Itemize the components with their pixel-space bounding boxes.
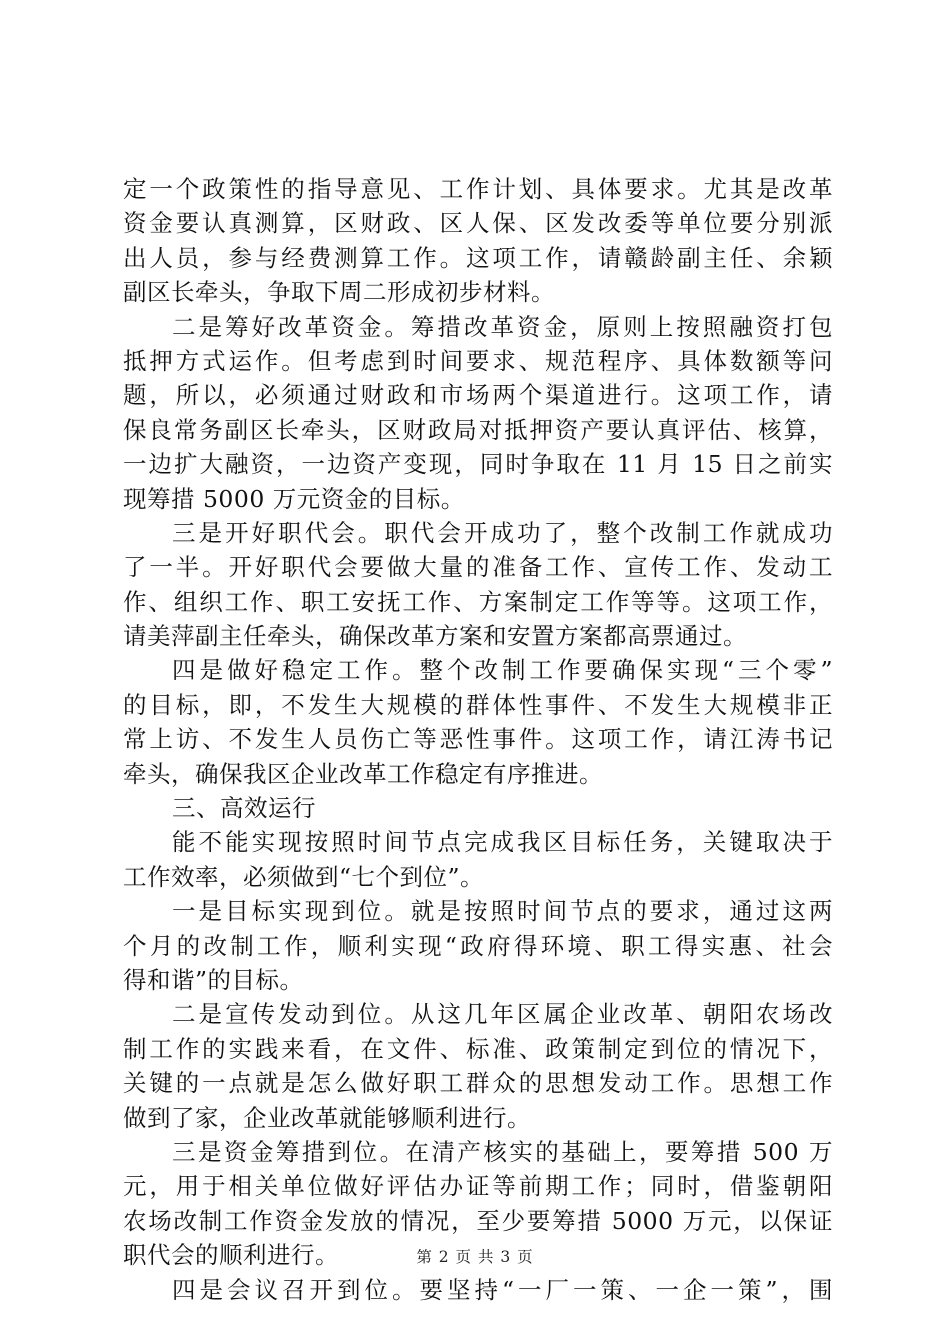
text-line: 农场改制工作资金发放的情况，至少要筹措 5000 万元，以保证: [123, 1206, 833, 1235]
text-line: 一边扩大融资，一边资产变现，同时争取在 11 月 15 日之前实: [123, 450, 833, 479]
page-number-footer: 第 2 页 共 3 页: [416, 1248, 534, 1266]
text-line: 个月的改制工作，顺利实现“政府得环境、职工得实惠、社会: [123, 931, 833, 960]
text-line: 常上访、不发生人员伤亡等恶性事件。这项工作，请江涛书记: [123, 725, 833, 754]
text-line: 定一个政策性的指导意见、工作计划、具体要求。尤其是改革: [123, 175, 833, 203]
text-line: 做到了家，企业改革就能够顺利进行。: [123, 1103, 531, 1132]
text-line: 元，用于相关单位做好评估办证等前期工作；同时，借鉴朝阳: [123, 1172, 833, 1201]
text-line: 二是宣传发动到位。从这几年区属企业改革、朝阳农场改: [172, 1000, 833, 1029]
text-line: 三是开好职代会。职代会开成功了，整个改制工作就成功: [172, 518, 833, 547]
text-line: 了一半。开好职代会要做大量的准备工作、宣传工作、发动工: [123, 553, 833, 582]
document-body: [123, 172, 833, 1307]
text-line: 关键的一点就是怎么做好职工群众的思想发动工作。思想工作: [123, 1069, 833, 1098]
text-line: 三是资金筹措到位。在清产核实的基础上，要筹措 500 万: [172, 1137, 833, 1166]
text-line: 副区长牵头，争取下周二形成初步材料。: [123, 278, 555, 307]
text-line: 能不能实现按照时间节点完成我区目标任务，关键取决于: [172, 828, 833, 857]
text-line: 请美萍副主任牵头，确保改革方案和安置方案都高票通过。: [123, 622, 747, 651]
text-line: 职代会的顺利进行。: [123, 1241, 339, 1270]
text-line: 题，所以，必须通过财政和市场两个渠道进行。这项工作，请: [123, 381, 833, 410]
text-line: 资金要认真测算，区财政、区人保、区发改委等单位要分别派: [123, 209, 833, 238]
text-line: 一是目标实现到位。就是按照时间节点的要求，通过这两: [172, 897, 833, 926]
text-line: 出人员，参与经费测算工作。这项工作，请赣龄副主任、余颖: [123, 243, 833, 272]
text-line: 三、高效运行: [172, 794, 316, 823]
text-line: 制工作的实践来看，在文件、标准、政策制定到位的情况下，: [123, 1034, 833, 1063]
text-line: 现筹措 5000 万元资金的目标。: [123, 484, 465, 513]
text-line: 作、组织工作、职工安抚工作、方案制定工作等等。这项工作，: [123, 587, 833, 616]
text-line: 二是筹好改革资金。筹措改革资金，原则上按照融资打包: [172, 312, 833, 341]
text-line: 得和谐”的目标。: [123, 965, 304, 994]
text-line: 保良常务副区长牵头，区财政局对抵押资产要认真评估、核算，: [123, 415, 833, 444]
text-line: 工作效率，必须做到“七个到位”。: [123, 862, 485, 891]
text-line: 的目标，即，不发生大规模的群体性事件、不发生大规模非正: [123, 690, 833, 719]
text-line: 四是会议召开到位。要坚持“一厂一策、一企一策”，围: [172, 1275, 833, 1304]
text-line: 牵头，确保我区企业改革工作稳定有序推进。: [123, 759, 603, 788]
text-line: 抵押方式运作。但考虑到时间要求、规范程序、具体数额等问: [123, 346, 833, 375]
text-line: 四是做好稳定工作。整个改制工作要确保实现“三个零”: [172, 656, 833, 685]
